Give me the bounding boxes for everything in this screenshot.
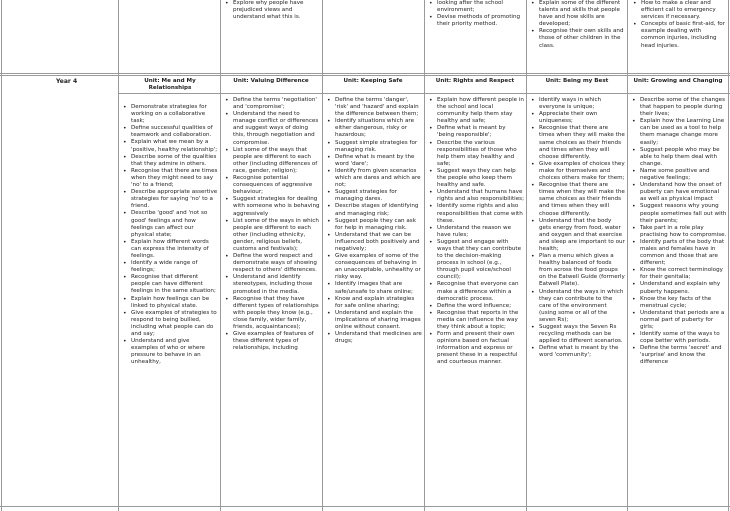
list-item: • Explain how different words can express the intensity of feelings. — [120, 239, 218, 260]
list-item: • Describe the various responsibilities of those who help them stay healthy and safe; — [426, 140, 524, 168]
list-item: • Define the terms 'danger', 'risk' and 'hazard' and explain the difference between them; — [324, 97, 422, 118]
unit-header-being-my-best: Unit: Being my Best — [545, 78, 609, 84]
table-border-left — [1, 0, 2, 511]
objectives-list — [426, 97, 524, 367]
list-item: • Define what is meant by the word 'community'; — [528, 345, 625, 359]
list-item: • Describe some of the changes that happen to people during their lives; — [629, 97, 727, 118]
column-divider — [322, 0, 323, 511]
unit-header-relationships: Unit: Me and My Relationships — [144, 78, 196, 91]
list-item: • Recognise that everyone can make a difference within a democratic process. — [426, 281, 524, 302]
list-item: • Explain what we mean by a 'positive, healthy relationship'; — [120, 139, 218, 153]
list-item: • Identify some of the ways to cope better with periods. — [629, 331, 727, 345]
unit-header-valuing-difference: Unit: Valuing Difference — [233, 78, 309, 84]
list-item: • Name some positive and negative feelings; — [629, 168, 727, 182]
column-divider — [424, 0, 425, 511]
row-divider — [0, 73, 730, 74]
list-item: • Know the key facts of the menstrual cycle; — [629, 296, 727, 310]
list-item: • Recognise that reports in the media can influence the way they think about a topic; — [426, 310, 524, 331]
list-item: • Understand and identify stereotypes, including those promoted in the media. — [222, 274, 320, 295]
list-item: • List some of the ways in which people are different to each other (including ethnicity, gender, religious beliefs, customs and festivals); — [222, 218, 320, 253]
list-item: • Demonstrate strategies for working on a collaborative task; — [120, 104, 218, 125]
top-cell-col5 — [528, 0, 624, 72]
list-item: • Plan a menu which gives a healthy balanced of foods from across the food groups on the Eatwell Guide (formerly Eatwell Plate). — [528, 253, 625, 288]
objectives-list — [528, 97, 625, 359]
col-valuing-difference — [222, 97, 320, 505]
header-divider — [119, 93, 730, 94]
column-divider — [118, 0, 119, 511]
list-item: • Describe 'good' and 'not so good' feelings and how feelings can affect our physical state; — [120, 210, 218, 238]
row-divider — [0, 75, 730, 76]
table-border-right — [728, 0, 729, 511]
unit-header-growing-changing: Unit: Growing and Changing — [633, 78, 723, 84]
list-item: • Recognise their own skills and those of other children in the class. — [528, 28, 624, 49]
list-item: • Understand how the onset of puberty can have emotional as well as physical impact — [629, 182, 727, 203]
list-item: • Suggest ways they can help the people who keep them healthy and safe. — [426, 168, 524, 189]
objectives-list — [629, 97, 727, 367]
list-item: • Give examples of some of the consequences of behaving in an unacceptable, unhealthy or risky way. — [324, 253, 422, 281]
list-item: • Recognise that there are times when they will make the same choices as their friends and times when they will choose differently. — [528, 182, 625, 217]
list-item: • Recognise potential consequences of aggressive behaviour; — [222, 175, 320, 196]
year-label: Year 4 — [56, 78, 78, 85]
list-item: • List some of the ways that people are different to each other (including differences of race, gender, religion); — [222, 147, 320, 175]
list-item: • Define the word respect and demonstrate ways of showing respect to others' differences. — [222, 253, 320, 274]
list-item: • Understand that medicines are drugs; — [324, 331, 422, 345]
list-item: • Explain how feelings can be linked to physical state. — [120, 296, 218, 310]
list-item: • Identify some rights and also responsibilities that come with these. — [426, 203, 524, 224]
list-item: • Understand that we can be influenced both positively and negatively; — [324, 232, 422, 253]
list-item: • Suggest people who may be able to help them deal with change. — [629, 147, 727, 168]
list-item: • Suggest ways the Seven Rs recycling methods can be applied to different scenarios. — [528, 324, 625, 345]
column-divider — [627, 0, 628, 511]
objectives-list — [324, 97, 422, 345]
list-item: • Identify from given scenarios which are dares and which are not; — [324, 168, 422, 189]
objectives-list — [222, 97, 320, 352]
list-item: • Appreciate their own uniqueness; — [528, 111, 625, 125]
list-item: • Know the correct terminology for their genitalia; — [629, 267, 727, 281]
top-cell-col4 — [426, 0, 522, 72]
list-item: • Recognise that they have different types of relationships with people they know (e.g., close family, wider family, friends, acquaintances); — [222, 296, 320, 331]
list-item: • Form and present their own opinions based on factual information and express or present these in a respectful and courteous manner. — [426, 331, 524, 366]
list-item: • Take part in a role play practising how to compromise. — [629, 225, 727, 239]
list-item: • Understand and explain why puberty happens. — [629, 281, 727, 295]
col-being-my-best — [528, 97, 625, 505]
list-item: • Concepts of basic first-aid, for example dealing with common injuries, including head injuries. — [630, 21, 726, 49]
list-item: • Suggest strategies for managing dares. — [324, 189, 422, 203]
list-item: • Define the terms 'negotiation' and 'compromise'; — [222, 97, 320, 111]
list-item: • Define the terms 'secret' and 'surprise' and know the difference — [629, 345, 727, 366]
col-relationships — [120, 104, 218, 505]
column-divider — [526, 0, 527, 511]
list-item: • Describe appropriate assertive strategies for saying 'no' to a friend. — [120, 189, 218, 210]
unit-header-rights-respect: Unit: Rights and Respect — [435, 78, 515, 84]
list-item-continued — [426, 0, 522, 14]
col-keeping-safe — [324, 97, 422, 505]
list-item: • Suggest people they can ask for help in managing risk. — [324, 218, 422, 232]
list-item: • Understand that periods are a normal part of puberty for girls; — [629, 310, 727, 331]
unit-header-keeping-safe: Unit: Keeping Safe — [343, 78, 403, 84]
column-divider — [220, 0, 221, 511]
list-item: • Understand and explain the implications of sharing images online without consent. — [324, 310, 422, 331]
top-cell-col6 — [630, 0, 726, 72]
table-border-bottom — [0, 506, 730, 507]
continued-text: looking after the school environment; — [437, 0, 503, 14]
list-item: • Understand the need to manage conflict or differences and suggest ways of doing this, through negotiation and compromise. — [222, 111, 320, 146]
list-item: • Understand and give examples of who or where pressure to behave in an unhealthy, — [120, 338, 218, 366]
top-cell-col2 — [222, 0, 318, 72]
list-item: • Understand the reason we have rules; — [426, 225, 524, 239]
objectives-list — [120, 104, 218, 366]
list-item: • Suggest and engage with ways that they can contribute to the decision-making process in school (e.g., through pupil voice/school council); — [426, 239, 524, 282]
list-item: • Know and explain strategies for safe online sharing; — [324, 296, 422, 310]
list-item: • Suggest reasons why young people sometimes fall out with their parents; — [629, 203, 727, 224]
list-item: • Explain how the Learning Line can be used as a tool to help them manage change more easily; — [629, 118, 727, 146]
list-item: • Define what is meant by 'being responsible'; — [426, 125, 524, 139]
list-item: • Suggest strategies for dealing with someone who is behaving aggressively — [222, 196, 320, 217]
list-item: • Explore why people have prejudiced views and understand what this is. — [222, 0, 318, 21]
col-growing-changing — [629, 97, 727, 505]
list-item: • Recognise that there are times when they might need to say 'no' to a friend; — [120, 168, 218, 189]
col-rights-respect — [426, 97, 524, 505]
list-item: • Give examples of strategies to respond to being bullied, including what people can do and say; — [120, 310, 218, 338]
list-item: • Recognise that there are times when they will make the same choices as their friends and times when they will choose differently. — [528, 125, 625, 160]
list-item: • Give examples of choices they make for themselves and choices others make for them; — [528, 161, 625, 182]
list-item: • How to make a clear and efficient call to emergency services if necessary. — [630, 0, 726, 21]
list-item: • Describe some of the qualities that they admire in others. — [120, 154, 218, 168]
list-item: • Describe stages of identifying and managing risk; — [324, 203, 422, 217]
list-item: • Identify parts of the body that males and females have in common and those that are different; — [629, 239, 727, 267]
list-item: • Explain some of the different talents and skills that people have and how skills are developed; — [528, 0, 624, 28]
list-item: • Define what is meant by the word 'dare'; — [324, 154, 422, 168]
list-item: • Give examples of features of these different types of relationships, including — [222, 331, 320, 352]
list-item: • Devise methods of promoting their priority method. — [426, 14, 522, 28]
list-item: • Suggest simple strategies for managing risk. — [324, 140, 422, 154]
list-item: • Explain how different people in the school and local community help them stay healthy and safe; — [426, 97, 524, 125]
list-item: • Understand the ways in which they can contribute to the care of the environment (using some or all of the seven Rs); — [528, 289, 625, 324]
list-item: • Identify images that are safe/unsafe to share online; — [324, 281, 422, 295]
list-item: • Understand that humans have rights and also responsibilities; — [426, 189, 524, 203]
list-item: • Identify a wide range of feelings; — [120, 260, 218, 274]
list-item: • Identify situations which are either dangerous, risky or hazardous; — [324, 118, 422, 139]
list-item: • Identify ways in which everyone is unique; — [528, 97, 625, 111]
list-item: • Define the word influence; — [426, 303, 524, 310]
list-item: • Understand that the body gets energy from food, water and oxygen and that exercise and sleep are important to our health; — [528, 218, 625, 253]
list-item: • Define successful qualities of teamwork and collaboration. — [120, 125, 218, 139]
list-item: • Recognise that different people can have different feelings in the same situation; — [120, 274, 218, 295]
